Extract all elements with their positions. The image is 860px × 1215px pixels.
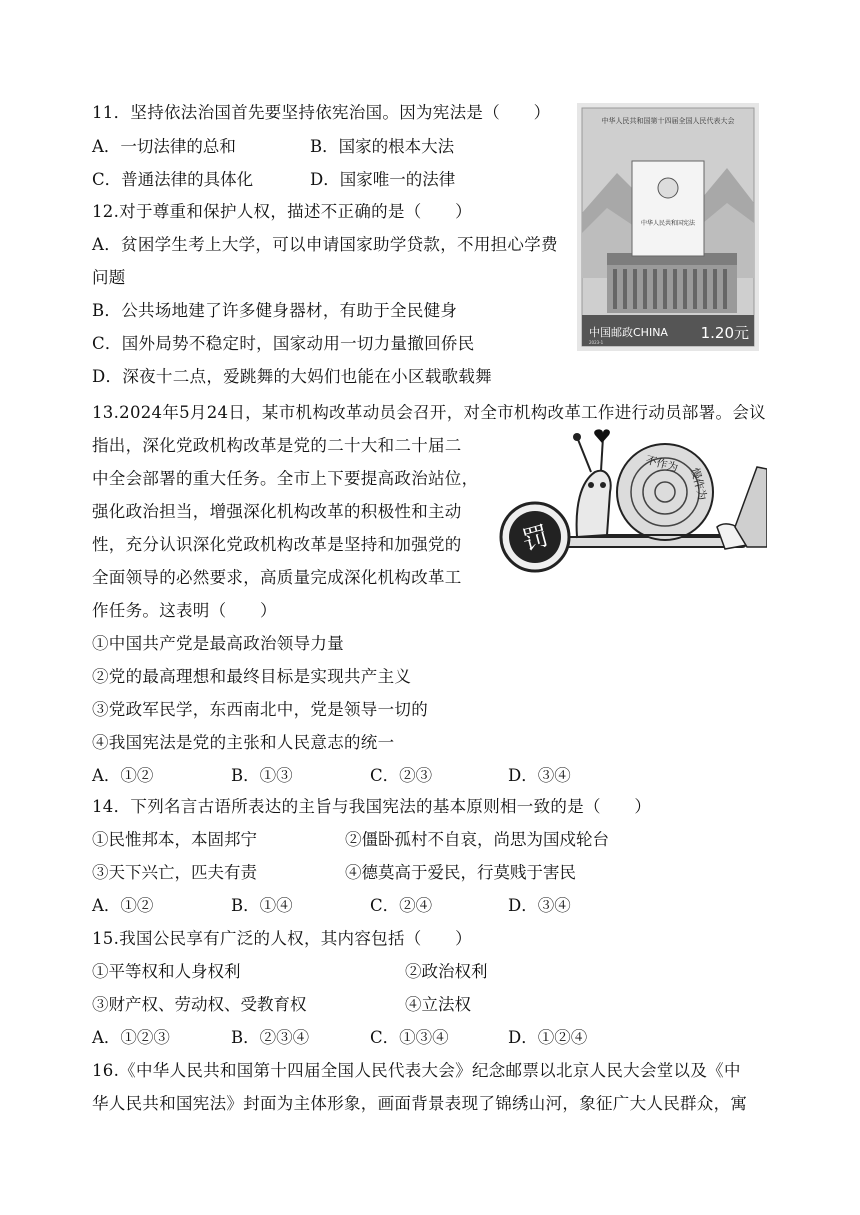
q13-option-a: A．①②: [92, 766, 154, 785]
q14-stem: 14．下列名言古语所表达的主旨与我国宪法的基本原则相一致的是（ ）: [92, 797, 652, 816]
q14-option-b: B．①④: [231, 896, 293, 915]
stamp-top-text: 中华人民共和国第十四届全国人民代表大会: [601, 117, 735, 125]
stamp-code: 2023-1: [589, 340, 604, 345]
q12-stem: 12.对于尊重和保护人权，描述不正确的是（ ）: [92, 202, 472, 221]
q13-option-b: B．①③: [231, 766, 293, 785]
q16-line-2: 华人民共和国宪法》封面为主体形象，画面背景表现了锦绣山河，象征广大人民群众，寓: [92, 1094, 748, 1113]
q12-option-d: D．深夜十二点，爱跳舞的大妈们也能在小区载歌载舞: [92, 367, 492, 386]
q13-item-4: ④我国宪法是党的主张和人民意志的统一: [92, 733, 395, 752]
q11-stem: 11．坚持依法治国首先要坚持依宪治国。因为宪法是（ ）: [92, 103, 551, 122]
q13-line-6: 全面领导的必然要求，高质量完成深化机构改革工: [92, 568, 462, 587]
q12-option-a-line2: 问题: [92, 268, 126, 287]
penalty-character: 罚: [519, 521, 552, 557]
q14-item-4: ④德莫高于爱民，行莫贱于害民: [345, 863, 576, 882]
q15-item-3: ③财产权、劳动权、受教育权: [92, 995, 307, 1014]
stamp-post-label: 中国邮政CHINA: [589, 326, 668, 339]
q15-option-d: D．①②④: [508, 1028, 588, 1047]
q11-option-d: D．国家唯一的法律: [310, 170, 456, 189]
q15-option-c: C．①③④: [370, 1028, 449, 1047]
q14-option-c: C．②④: [370, 896, 433, 915]
q15-option-b: B．②③④: [231, 1028, 310, 1047]
q12-option-b: B．公共场地建了许多健身器材，有助于全民健身: [92, 301, 458, 320]
snail-cartoon-image: [495, 427, 767, 577]
q13-item-3: ③党政军民学，东西南北中，党是领导一切的: [92, 700, 428, 719]
q15-option-a: A．①②③: [92, 1028, 170, 1047]
q14-item-1: ①民惟邦本，本固邦宁: [92, 830, 257, 849]
q13-line-7: 作任务。这表明（ ）: [92, 601, 277, 620]
q13-option-c: C．②③: [370, 766, 433, 785]
q13-item-1: ①中国共产党是最高政治领导力量: [92, 634, 344, 653]
shell-text-2: 慢作为: [688, 466, 710, 502]
q14-option-d: D．③④: [508, 896, 571, 915]
q13-line-1: 13.2024年5月24日，某市机构改革动员会召开，对全市机构改革工作进行动员部署。会议: [92, 403, 766, 422]
q12-option-a-line1: A．贫困学生考上大学，可以申请国家助学贷款，不用担心学费: [92, 235, 558, 254]
q14-option-a: A．①②: [92, 896, 154, 915]
q13-line-2: 指出，深化党政机构改革是党的二十大和二十届二: [92, 436, 462, 455]
q13-line-4: 强化政治担当，增强深化机构改革的积极性和主动: [92, 502, 462, 521]
q16-line-1: 16.《中华人民共和国第十四届全国人民代表大会》纪念邮票以北京人民大会堂以及《中: [92, 1061, 741, 1080]
q15-item-2: ②政治权利: [405, 962, 488, 981]
q15-stem: 15.我国公民享有广泛的人权，其内容包括（ ）: [92, 929, 472, 948]
stamp-book-title: 中华人民共和国宪法: [640, 220, 696, 227]
q11-option-a: A．一切法律的总和: [92, 137, 236, 156]
q13-item-2: ②党的最高理想和最终目标是实现共产主义: [92, 667, 412, 686]
stamp-face-value: 1.20元: [700, 324, 749, 342]
shell-text-1: 不作为: [644, 453, 680, 475]
q13-option-d: D．③④: [508, 766, 571, 785]
q15-item-4: ④立法权: [405, 995, 471, 1014]
q11-option-c: C．普通法律的具体化: [92, 170, 254, 189]
commemorative-stamp-image: [577, 103, 759, 351]
q14-item-3: ③天下兴亡，匹夫有责: [92, 863, 257, 882]
q12-option-c: C．国外局势不稳定时，国家动用一切力量撤回侨民: [92, 334, 475, 353]
q11-option-b: B．国家的根本大法: [310, 137, 455, 156]
q13-line-5: 性，充分认识深化党政机构改革是坚持和加强党的: [92, 535, 462, 554]
q15-item-1: ①平等权和人身权利: [92, 962, 241, 981]
q13-line-3: 中全会部署的重大任务。全市上下要提高政治站位，: [92, 469, 479, 488]
q14-item-2: ②僵卧孤村不自哀，尚思为国戍轮台: [345, 830, 609, 849]
